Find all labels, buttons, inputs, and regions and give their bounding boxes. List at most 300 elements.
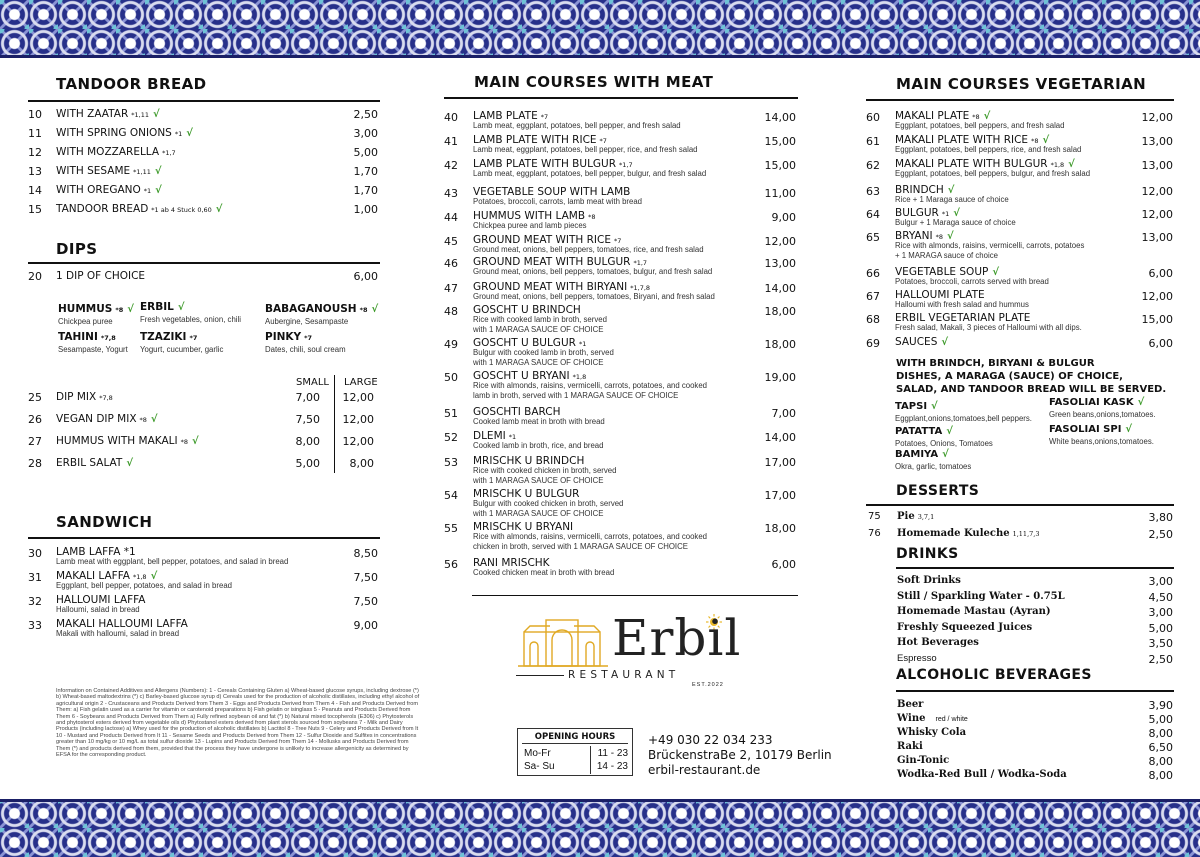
rule-alcohol [896,690,1174,692]
vegan-check-icon: √ [191,436,199,447]
section-title-sandwich: SANDWICH [56,513,153,531]
item-number: 63 [866,185,880,198]
drink-name [897,699,923,710]
item-desc: Eggplant, potatoes, bell peppers, rice, and fresh salad [895,145,1082,154]
item-desc: lamb in broth, served with 1 MARAGA SAUCE OF CHOICE [473,391,679,400]
item-name [56,146,176,158]
section-title-dips: DIPS [56,240,98,258]
rule-meat-bottom [472,595,798,596]
item-name-text: LAMB PLATE WITH BULGUR [473,158,617,170]
allergen-codes: *7 [599,137,607,145]
item-price: 18,00 [764,522,796,535]
allergen-codes: *1,8 [572,373,587,381]
item-name-text: LAMB LAFFA *1 [56,546,136,558]
item-name-text: BABAGANOUSH [265,303,357,315]
drink-name: Freshly Squeezed Juices [897,621,1033,633]
drink-name-text: Wodka-Red Bull / Wodka-Soda [897,769,1067,780]
contact-phone[interactable]: +49 030 22 034 233 [648,733,773,747]
item-number: 54 [444,489,458,502]
item-price: 12,00 [1141,111,1173,124]
drink-price: 8,00 [1148,727,1173,740]
item-number: 48 [444,305,458,318]
item-desc: Cooked chicken meat in broth with bread [473,568,615,577]
item-name-text: MAKALI HALLOUMI LAFFA [56,618,188,630]
vegan-check-icon: √ [1125,424,1133,435]
vegan-check-icon: √ [953,208,960,219]
item-desc: + 1 MARAGA sauce of choice [895,251,998,260]
allergen-codes: *1 [941,210,950,218]
sauce-name [895,401,938,412]
item-name-text: ERBIL [140,301,174,313]
item-name-text: GROUND MEAT WITH BIRYANI [473,281,628,293]
vegan-check-icon: √ [155,185,162,196]
item-price: 7,00 [771,407,796,420]
item-desc: with 1 MARAGA SAUCE OF CHOICE [473,476,604,485]
item-price: 6,00 [1148,267,1173,280]
sauce-name-text: PATATTA [895,426,943,437]
drink-name-text: Beer [897,699,924,710]
item-price: 17,00 [764,489,796,502]
price-small: 5,00 [295,457,320,470]
item-name-text: RANI MRISCHK [473,557,550,569]
allergen-codes: *1 [508,433,517,441]
item-price: 18,00 [764,338,796,351]
item-name-text: MAKALI PLATE [895,110,970,122]
section-title-alcohol: ALCOHOLIC BEVERAGES [896,667,1092,683]
item-name [56,413,158,425]
sauce-desc: Eggplant,onions,tomatoes,bell peppers. [895,414,1032,423]
allergen-codes: *1 [143,187,152,195]
serving-note: DISHES, A MARAGA (SAUCE) OF CHOICE, [896,371,1123,382]
top-ornament-band [0,0,1200,58]
vegan-check-icon: √ [1068,159,1075,170]
item-name-text: HUMMUS [58,303,113,315]
item-price: 3,80 [1148,511,1173,524]
item-name-text: LAMB PLATE WITH RICE [473,134,597,146]
drink-price: 2,50 [1148,652,1173,666]
drink-price: 3,90 [1148,699,1173,712]
vegan-check-icon: √ [150,571,158,582]
item-name [56,184,162,196]
building-icon [516,610,608,670]
item-desc: Cooked lamb in broth, rice, and bread [473,441,604,450]
price-small: 7,00 [295,391,320,404]
item-number: 33 [28,619,42,632]
drink-note: red / white [935,716,968,723]
allergen-codes: *8 [180,438,188,446]
dip-option-desc: Chickpea puree [58,317,113,326]
item-desc: Bulgur with cooked chicken in broth, served [473,499,624,508]
item-number: 60 [866,111,880,124]
drink-price: 3,50 [1148,637,1173,650]
allergen-codes: *1,7,8 [630,284,651,292]
sauce-desc: Okra, garlic, tomatoes [895,462,972,471]
drink-name-text: Whisky Cola [897,727,967,738]
item-name-text: Pie [897,511,915,522]
item-desc: with 1 MARAGA SAUCE OF CHOICE [473,325,604,334]
drink-name-text: Gin-Tonic [897,755,950,766]
item-price: 1,70 [353,165,378,178]
item-desc: Rice with almonds, raisins, vermicelli, carrots, potatoes, and cooked [473,381,708,390]
item-name-text: GOSCHT U BULGUR [473,337,576,349]
item-number: 40 [444,111,458,124]
sauce-name-text: FASOLIAI SPI [1049,424,1122,435]
item-name-text: ERBIL SALAT [56,457,123,469]
item-price: 1,70 [353,184,378,197]
drink-price: 4,50 [1148,590,1173,604]
sauce-desc: White beans,onions,tomatoes. [1049,437,1154,446]
item-desc: Potatoes, broccoli, carrots served with bread [895,277,1049,286]
allergen-codes: *1,7 [633,259,648,267]
item-number: 66 [866,267,880,280]
allergen-codes: *8 [588,213,596,221]
item-price: 5,00 [353,146,378,159]
item-desc: Halloumi with fresh salad and hummus [895,300,1029,309]
item-name-text: MAKALI PLATE WITH BULGUR [895,158,1048,170]
item-number: 44 [444,211,458,224]
allergen-codes: *7,8 [100,334,116,342]
allergen-codes: *1 ab 4 Stuck 0,60 [151,206,212,214]
sauce-name [1049,397,1144,408]
rule-sandwich [28,537,380,539]
item-desc: Ground meat, onions, bell peppers, tomatoes, rice, and fresh salad [473,245,704,254]
item-price: 14,00 [764,111,796,124]
item-desc: Fresh salad, Makali, 3 pieces of Halloumi with all dips. [895,323,1082,332]
price-large: 12,00 [342,435,374,448]
vegan-check-icon: √ [983,111,991,122]
item-desc: Rice with cooked lamb in broth, served [473,315,607,324]
drink-name: Soft Drinks [897,575,961,586]
item-number: 26 [28,413,42,426]
opening-hours-title: OPENING HOURS [534,732,616,742]
item-price: 13,00 [764,257,796,270]
drink-price: 8,00 [1148,769,1173,782]
item-number: 25 [28,391,42,404]
item-name [56,391,113,403]
vegan-check-icon: √ [941,337,949,348]
item-number: 28 [28,457,42,470]
item-price: 6,00 [1148,337,1173,350]
item-number: 20 [28,270,42,283]
item-name-text: MRISCHK U BRINDCH [473,455,585,467]
vegan-check-icon: √ [947,185,955,196]
item-number: 50 [444,371,458,384]
allergen-codes: *1,8 [132,573,147,581]
allergen-codes: *7 [613,237,622,245]
section-title-meat: MAIN COURSES WITH MEAT [474,73,714,91]
item-price: 12,00 [1141,290,1173,303]
item-price: 13,00 [1141,159,1173,172]
item-number: 32 [28,595,42,608]
item-number: 65 [866,231,880,244]
item-name-text: WITH SPRING ONIONS [56,127,172,139]
section-title-tandoor: TANDOOR BREAD [56,75,207,93]
hours-days-1: Mo-Fr [524,748,551,759]
item-number: 69 [866,337,880,350]
item-desc: Potatoes, broccoli, carrots, lamb meat with bread [473,197,643,206]
item-name-text: VEGAN DIP MIX [56,413,137,425]
allergen-codes: 1,11,7,3 [1012,530,1040,538]
item-name [56,127,193,139]
logo-wordmark: Erbil [612,609,742,667]
item-price: 14,00 [764,282,796,295]
item-name-text: GROUND MEAT WITH BULGUR [473,256,631,268]
item-name-text: TAHINI [58,331,98,343]
price-large: 12,00 [342,391,374,404]
hours-divider [522,743,628,744]
item-desc: Halloumi, salad in bread [56,605,140,614]
logo-subtitle: RESTAURANT [568,669,680,681]
sauce-name-text: FASOLIAI KASK [1049,397,1134,408]
item-price: 14,00 [764,431,796,444]
item-number: 51 [444,407,458,420]
item-price: 2,50 [353,108,378,121]
vegan-check-icon: √ [127,304,134,315]
dips-divider [334,375,335,473]
dip-option-name [140,331,197,343]
serving-note: SALAD, AND TANDOOR BREAD WILL BE SERVED. [896,384,1167,395]
allergen-codes: *1,8 [1050,161,1065,169]
dip-option-desc: Aubergine, Sesampaste [265,317,349,326]
dip-option-desc: Dates, chili, soul cream [265,345,346,354]
item-desc: Lamb meat, eggplant, potatoes, bell pepper, rice, and fresh salad [473,145,698,154]
item-number: 14 [28,184,42,197]
sauce-desc: Green beans,onions,tomatoes. [1049,410,1156,419]
item-name-text: WITH SESAME [56,165,131,177]
rule-dips [28,262,380,264]
item-name-text: BRINDCH [895,184,944,196]
item-name-text: TANDOOR BREAD [56,203,149,215]
item-desc: with 1 MARAGA SAUCE OF CHOICE [473,509,604,518]
item-name [56,457,133,469]
drink-name: Espresso [897,652,937,664]
item-desc: Makali with halloumi, salad in bread [56,629,180,638]
allergen-codes: *7 [189,334,198,342]
item-name-text: WITH OREGANO [56,184,141,196]
item-number: 67 [866,290,880,303]
section-title-veg: MAIN COURSES VEGETARIAN [896,75,1147,93]
drink-name [897,741,923,752]
item-name-text: MAKALI LAFFA [56,570,130,582]
drink-price: 3,00 [1148,606,1173,619]
item-price: 15,00 [764,159,796,172]
section-title-drinks: DRINKS [896,546,959,562]
hours-time-1: 11 - 23 [597,748,628,759]
allergen-codes: *8 [935,233,943,241]
item-price: 8,50 [353,547,378,560]
sauce-name [895,426,953,437]
item-desc: Rice with almonds, raisins, vermicelli, carrots, potatoes [895,241,1085,250]
drink-price: 5,00 [1148,713,1173,726]
item-name-text: WITH MOZZARELLA [56,146,160,158]
item-desc: Rice with almonds, raisins, vermicelli, carrots, potatoes, and cooked [473,532,708,541]
vegan-check-icon: √ [1137,397,1145,408]
allergen-footnote: Information on Contained Additives and Allergens (Numbers): 1 - Cereals Containing Gluten a) Wheat-based glucose syrups, including dextrose (*) b) Wheat-based maltodextrins (*) c) Barley-based glucose syrup d) Cereals used for the production of alcoholic distillates, including ethyl alcohol of agricultural origin 2 - Crustaceans and Products Derived from Them 3 - Eggs and Products Derived from Them 4 - Fish and Products Derived from Them: a) Fish gelatin used as a carrier for vitamin or carotenoid preparations b) Fish gelatin or isinglass 5 - Peanuts and Products Derived from Them 6 - Soybeans and Products Derived from Them a) Fully refined soybean oil and fat (*) b) Natural mixed tocopherols (E306) c) Phytosterols and phytosterol esters derived from vegetable oils d) Phytostanol esters derived from plant sterols sourced from soybeans 7 - Milk and Dairy Products (including lactose) a) Whey used for the production of alcoholic distillates b) Lactitol 8 - Tree Nuts 9 - Celery and Products Derived from It 10 - Mustard and Products Derived from It 11 - Sesame Seeds and Products Derived from Them 12 - Sulfur Dioxide and Sulfites in concentrations greater than 10 mg/kg or 10 mg/L as total sulfur dioxide 13 - Lupins and Products Derived from Them 14 - Mollusks and Products Derived from Them (*) and products derived from them, provided that the process they have undergone is unlikely to increase allergenicity as determined by EFSA for the corresponding product. [56,688,420,759]
rule-tandoor [28,100,380,102]
item-name [56,108,160,120]
dip-option-desc: Sesampaste, Yogurt [58,345,128,354]
dip-option-name [58,331,116,343]
vegan-check-icon: √ [371,304,379,315]
item-desc: Bulgur with cooked lamb in broth, served [473,348,614,357]
item-number: 68 [866,313,880,326]
item-name [895,336,948,348]
price-small: 8,00 [295,435,320,448]
item-number: 30 [28,547,42,560]
drink-name: Hot Beverages [897,637,979,648]
vegan-check-icon: √ [150,414,158,425]
sauce-name-text: BAMIYA [895,449,939,460]
item-number: 41 [444,135,458,148]
vegan-check-icon: √ [946,231,954,242]
item-name: 1 DIP OF CHOICE [56,270,146,282]
drink-name [897,713,968,724]
serving-note: WITH BRINDCH, BIRYANI & BULGUR [896,358,1095,369]
item-name [56,435,199,447]
hours-time-2: 14 - 23 [596,761,628,772]
item-name-text: TZAZIKI [140,331,187,343]
hours-days-2: Sa- Su [524,761,555,772]
item-number: 52 [444,431,458,444]
allergen-codes: *1 [578,340,587,348]
allergen-codes: *7,8 [99,394,113,402]
item-name-text: GOSCHT U BRYANI [473,370,570,382]
item-number: 31 [28,571,42,584]
item-name-text: WITH ZAATAR [56,108,129,120]
item-number: 45 [444,235,458,248]
item-name [897,511,934,522]
vegan-check-icon: √ [931,401,938,412]
vegan-check-icon: √ [215,204,223,215]
rule-veg [866,99,1174,101]
item-number: 49 [444,338,458,351]
item-number: 27 [28,435,42,448]
item-price: 1,00 [353,203,378,216]
drink-name [897,755,949,766]
allergen-codes: *8 [139,416,147,424]
item-name-text: VEGETABLE SOUP [895,266,989,278]
allergen-codes: *8 [1031,137,1039,145]
contact-address: BrückenstraBe 2, 10179 Berlin [648,748,832,762]
item-name-text: MRISCHK U BULGUR [473,488,580,500]
rule-meat [444,97,798,99]
item-desc: Eggplant, potatoes, bell peppers, and fresh salad [895,121,1065,130]
item-desc: Ground meat, onions, bell peppers, tomatoes, bulgur, and fresh salad [473,267,713,276]
item-name-text: ERBIL VEGETARIAN PLATE [895,312,1031,324]
drink-name [897,769,1067,780]
restaurant-logo [516,610,741,690]
column-large: LARGE [344,377,378,388]
item-number: 62 [866,159,880,172]
item-price: 12,00 [764,235,796,248]
item-price: 9,00 [353,619,378,632]
item-desc: with 1 MARAGA SAUCE OF CHOICE [473,358,604,367]
rule-drinks [896,567,1174,569]
price-small: 7,50 [295,413,320,426]
allergen-codes: *8 [359,306,368,314]
allergen-codes: *8 [972,113,980,121]
opening-hours-box [517,728,633,776]
item-name-text: PINKY [265,331,302,343]
vegan-check-icon: √ [992,267,1000,278]
item-price: 17,00 [764,456,796,469]
drink-name: Still / Sparkling Water - 0.75L [897,590,1065,602]
item-name-text: LAMB PLATE [473,110,538,122]
vegan-check-icon: √ [177,302,185,313]
drink-price: 6,50 [1148,741,1173,754]
vegan-check-icon: √ [942,449,949,460]
item-name-text: HALLOUMI LAFFA [56,594,146,606]
item-price: 15,00 [1141,313,1173,326]
item-number: 75 [868,511,881,522]
item-number: 15 [28,203,42,216]
item-number: 42 [444,159,458,172]
item-number: 46 [444,257,458,270]
item-desc: Lamb meat, eggplant, potatoes, bell pepper, bulgur, and fresh salad [473,169,707,178]
item-name-text: SAUCES [895,336,938,348]
item-price: 18,00 [764,305,796,318]
column-small: SMALL [296,377,329,388]
allergen-codes: *1,7 [162,149,176,157]
item-name [56,203,222,215]
item-price: 12,00 [1141,185,1173,198]
vegan-check-icon: √ [1042,135,1050,146]
item-number: 13 [28,165,42,178]
vegan-check-icon: √ [152,109,160,120]
item-number: 43 [444,187,458,200]
logo-divider [516,675,564,676]
drink-name [897,727,966,738]
item-desc: Lamb meat with eggplant, bell pepper, potatoes, and salad in bread [56,557,289,566]
dip-option-name [140,301,185,313]
allergen-codes: *7 [304,334,313,342]
item-price: 9,00 [771,211,796,224]
item-desc: chicken in broth, served with 1 MARAGA SAUCE OF CHOICE [473,542,688,551]
item-desc: Rice + 1 Maraga sauce of choice [895,195,1009,204]
item-price: 15,00 [764,135,796,148]
item-number: 55 [444,522,458,535]
item-desc: Eggplant, bell pepper, potatoes, and salad in bread [56,581,232,590]
drink-price: 3,00 [1148,575,1173,588]
item-price: 3,00 [353,127,378,140]
item-number: 53 [444,456,458,469]
item-name-text: DLEMI [473,430,506,442]
drink-price: 5,00 [1148,621,1173,635]
logo-est: EST.2022 [692,682,724,688]
item-number: 64 [866,208,880,221]
item-name-text: BULGUR [895,207,939,219]
item-name-text: MRISCHK U BRYANI [473,521,574,533]
item-name-text: MAKALI PLATE WITH RICE [895,134,1029,146]
vegan-check-icon: √ [126,458,134,469]
item-name-text: HUMMUS WITH MAKALI [56,435,178,447]
drink-price: 8,00 [1148,755,1173,768]
item-name-text: BRYANI [895,230,933,242]
item-desc: Eggplant, potatoes, bell peppers, bulgur, and fresh salad [895,169,1091,178]
item-number: 61 [866,135,880,148]
contact-website[interactable]: erbil-restaurant.de [648,763,761,777]
item-name-text: GOSCHTI BARCH [473,406,561,418]
item-price: 11,00 [764,187,796,200]
sauce-name [895,449,949,460]
item-desc: Rice with cooked chicken in broth, served [473,466,617,475]
allergen-codes: *1,11 [133,168,151,176]
item-desc: Lamb meat, eggplant, potatoes, bell pepper, and fresh salad [473,121,681,130]
item-price: 13,00 [1141,135,1173,148]
vegan-check-icon: √ [186,128,193,139]
item-name-text: GROUND MEAT WITH RICE [473,234,611,246]
allergen-codes: *8 [115,306,124,314]
